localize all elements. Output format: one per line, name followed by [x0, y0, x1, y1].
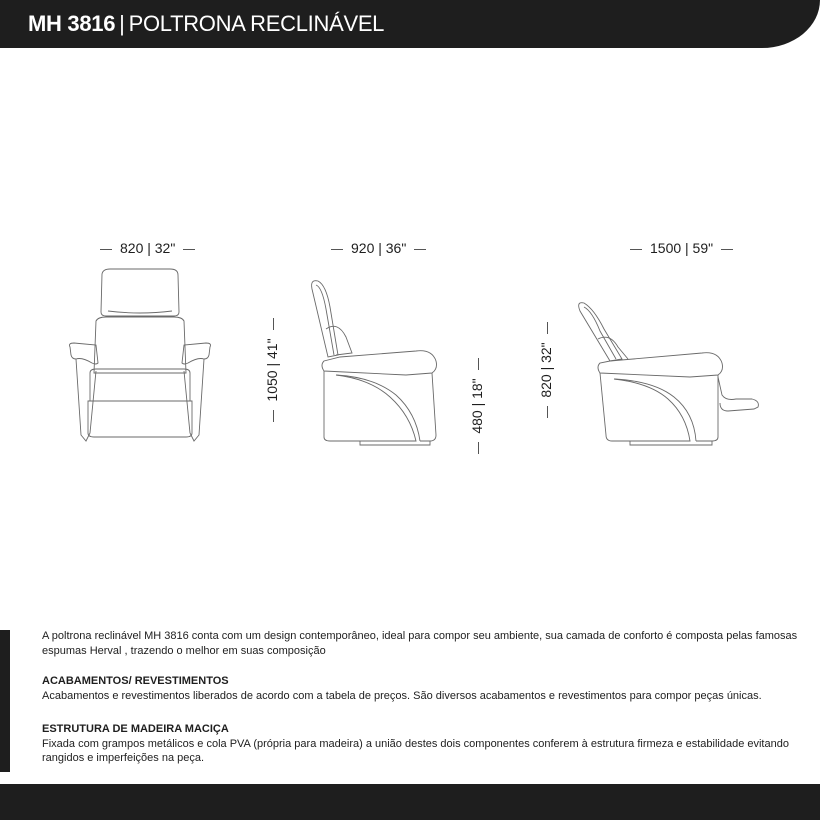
front-width-label — [92, 240, 203, 256]
side-view-drawing — [300, 275, 450, 450]
reclined-height-value: 820 | 32" — [538, 342, 554, 398]
seat-height-label — [469, 346, 485, 466]
description-intro — [42, 629, 802, 658]
reclined-depth-value: 1500 | 59" — [650, 240, 714, 256]
section-structure — [42, 722, 802, 766]
front-width-value: 820 | 32" — [120, 240, 176, 256]
dimension-dash — [547, 406, 548, 418]
header-bar — [0, 0, 820, 48]
dimension-dash — [721, 249, 733, 250]
section-heading: ESTRUTURA DE MADEIRA MACIÇA — [42, 723, 229, 735]
section-finishes — [42, 674, 802, 703]
side-accent-bar — [0, 630, 10, 772]
dimension-dash — [478, 358, 479, 370]
footer-bar — [0, 784, 820, 820]
reclined-height-label — [538, 310, 554, 430]
dimension-dash — [100, 249, 112, 250]
reclined-view-drawing — [570, 295, 765, 450]
section-heading: ACABAMENTOS/ REVESTIMENTOS — [42, 675, 229, 687]
side-depth-label — [323, 240, 434, 256]
side-height-value: 1050 | 41" — [264, 338, 280, 402]
side-height-label — [264, 310, 280, 430]
reclined-depth-label — [622, 240, 741, 256]
dimension-dash — [273, 318, 274, 330]
section-body: Acabamentos e revestimentos liberados de acordo com a tabela de preços. São diversos acabamentos e revestimentos para compor peças únicas. — [42, 689, 762, 702]
dimension-dash — [414, 249, 426, 250]
dimension-dash — [273, 410, 274, 422]
page-title — [28, 10, 384, 38]
intro-text: A poltrona reclinável MH 3816 conta com um design contemporâneo, ideal para compor seu ambiente, sua camada de conforto é composta pelas famosas espumas Herval , trazendo o melhor em suas composição — [42, 630, 798, 657]
product-name: POLTRONA RECLINÁVEL — [128, 11, 385, 36]
front-view-drawing — [60, 265, 220, 450]
dimension-dash — [183, 249, 195, 250]
product-code: MH 3816 — [28, 11, 116, 36]
side-depth-value: 920 | 36" — [351, 240, 407, 256]
dimension-dash — [331, 249, 343, 250]
seat-height-value: 480 | 18" — [469, 378, 485, 434]
section-body: Fixada com grampos metálicos e cola PVA (própria para madeira) a união destes dois componentes conferem à estrutura firmeza e estabilidade evitando rangidos e imperfeições na peça. — [42, 737, 789, 764]
dimension-dash — [478, 442, 479, 454]
dimension-dash — [547, 322, 548, 334]
title-separator: | — [119, 11, 125, 36]
dimension-dash — [630, 249, 642, 250]
